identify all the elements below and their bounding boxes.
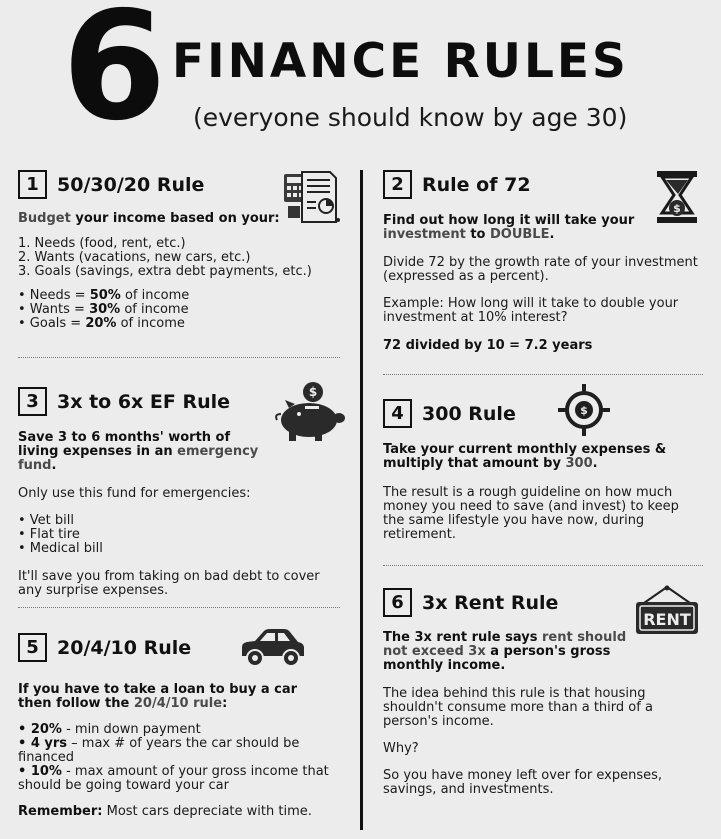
rule-title: 3x to 6x EF Rule [57, 390, 231, 413]
piggy-bank-icon [275, 380, 347, 444]
rule-lead: Find out how long it will take your investment to DOUBLE. [383, 213, 635, 242]
hourglass-dollar-icon [656, 170, 698, 224]
svg-text:$: $ [580, 404, 588, 417]
rule-lead: Budget your income based on your: [18, 211, 280, 226]
emergency-list [18, 514, 348, 556]
divider-dotted [383, 374, 703, 375]
list-item: • 20% - min down payment [18, 722, 201, 737]
target-dollar-icon [556, 382, 612, 438]
center-divider [360, 170, 363, 830]
rule-title: Rule of 72 [422, 173, 531, 196]
rule-paragraph: Why? [383, 741, 419, 756]
loan-list [18, 723, 348, 793]
rule-lead: Take your current monthly expenses & multiply that amount by 300. [383, 442, 667, 471]
rule-number: 2 [383, 170, 412, 199]
rule-paragraph: Only use this fund for emergencies: [18, 486, 251, 501]
list-item: 3. Goals (savings, extra debt payments, etc.) [18, 264, 312, 279]
rule-number: 4 [383, 399, 412, 428]
list-item: • 10% - max amount of your gross income that should be going toward your car [18, 764, 329, 793]
rule-title: 50/30/20 Rule [57, 173, 205, 196]
rule-number: 6 [383, 588, 412, 617]
list-item: • 4 yrs – max # of years the car should be financed [18, 736, 300, 765]
divider-dotted [18, 357, 340, 358]
rent-sign-icon [632, 585, 702, 637]
list-item: • Flat tire [18, 527, 80, 542]
percent-list [18, 289, 348, 331]
remember-note: Remember: Most cars depreciate with time. [18, 804, 312, 819]
list-item: • Wants = 30% of income [18, 302, 189, 317]
rule-lead: The 3x rent rule says rent should not exceed 3x a person's gross monthly income. [383, 630, 627, 673]
svg-text:$: $ [308, 385, 318, 399]
divider-dotted [383, 565, 703, 566]
rule-title: 3x Rent Rule [422, 591, 559, 614]
list-item: • Vet bill [18, 513, 74, 528]
rule-lead: Save 3 to 6 months' worth of living expenses in an emergency fund. [18, 430, 259, 473]
rule-paragraph: Divide 72 by the growth rate of your investment (expressed as a percent). [383, 255, 698, 284]
needs-list [18, 237, 348, 279]
list-item: • Needs = 50% of income [18, 288, 190, 303]
budget-document-icon [280, 168, 342, 226]
rule-paragraph: The idea behind this rule is that housing shouldn't consume more than a third of a person's income. [383, 686, 653, 729]
car-icon [238, 626, 308, 668]
svg-text:$: $ [673, 202, 681, 215]
rule-answer: 72 divided by 10 = 7.2 years [383, 338, 593, 353]
header [0, 0, 721, 160]
list-item: 1. Needs (food, rent, etc.) [18, 236, 186, 251]
divider-dotted [18, 607, 340, 608]
list-item: 2. Wants (vacations, new cars, etc.) [18, 250, 251, 265]
rule-title: 300 Rule [422, 402, 516, 425]
rule-paragraph: So you have money left over for expenses, savings, and investments. [383, 768, 663, 797]
rule-number: 5 [18, 633, 47, 662]
list-item: • Goals = 20% of income [18, 316, 185, 331]
list-item: • Medical bill [18, 541, 103, 556]
rule-number: 1 [18, 170, 47, 199]
rent-sign-text: RENT [643, 610, 691, 629]
rule-paragraph: Example: How long will it take to double your investment at 10% interest? [383, 296, 679, 325]
rule-lead: If you have to take a loan to buy a car then follow the 20/4/10 rule: [18, 682, 298, 711]
page-subtitle: (everyone should know by age 30) [193, 103, 628, 132]
rule-title: 20/4/10 Rule [57, 636, 192, 659]
page-title: FINANCE RULES [172, 34, 629, 89]
big-number-six: 6 [62, 0, 165, 154]
rule-paragraph: The result is a rough guideline on how much money you need to save (and invest) to keep the same lifestyle you have now, during retirement. [383, 485, 679, 542]
rule-paragraph: It'll save you from taking on bad debt to cover any surprise expenses. [18, 569, 320, 598]
rule-card-4 [383, 399, 713, 542]
rule-number: 3 [18, 387, 47, 416]
